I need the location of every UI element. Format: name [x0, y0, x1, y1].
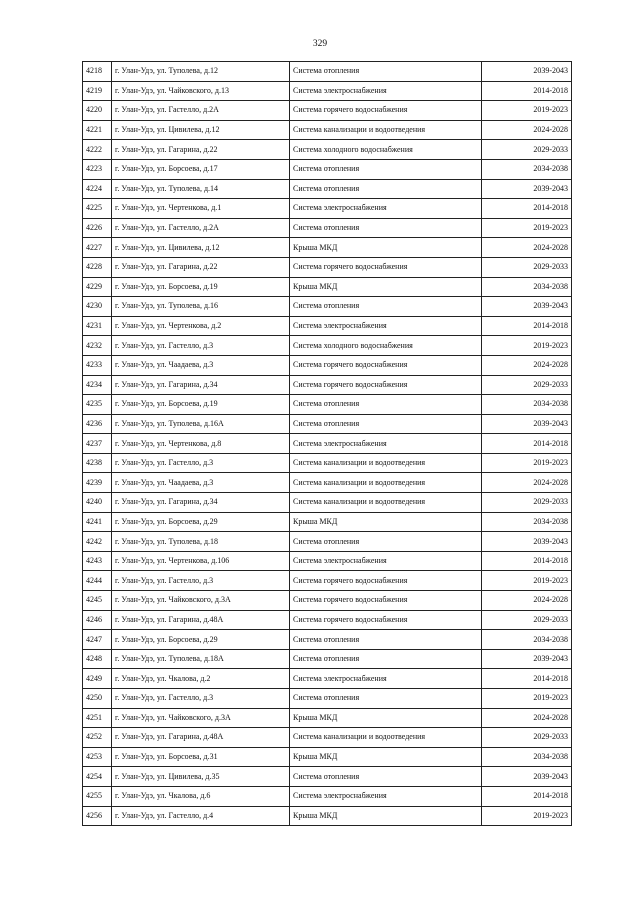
row-number-cell: 4251 — [83, 708, 112, 728]
address-cell: г. Улан-Удэ, ул. Борсоева, д.31 — [112, 747, 290, 767]
work-type-cell: Система горячего водоснабжения — [290, 591, 482, 611]
table-row — [83, 62, 572, 82]
period-cell: 2019-2023 — [482, 101, 572, 121]
table-row — [83, 708, 572, 728]
row-number-cell: 4242 — [83, 532, 112, 552]
period-cell: 2029-2033 — [482, 375, 572, 395]
work-type-cell: Система отопления — [290, 218, 482, 238]
address-cell: г. Улан-Удэ, ул. Туполева, д.18 — [112, 532, 290, 552]
work-type-cell: Система электроснабжения — [290, 316, 482, 336]
address-cell: г. Улан-Удэ, ул. Гагарина, д.22 — [112, 140, 290, 160]
table-row — [83, 120, 572, 140]
address-cell: г. Улан-Удэ, ул. Чайковского, д.3А — [112, 708, 290, 728]
period-cell: 2029-2033 — [482, 493, 572, 513]
period-cell: 2014-2018 — [482, 81, 572, 101]
work-type-cell: Система канализации и водоотведения — [290, 120, 482, 140]
work-type-cell: Система отопления — [290, 414, 482, 434]
row-number-cell: 4235 — [83, 395, 112, 415]
table-row — [83, 551, 572, 571]
table-row — [83, 591, 572, 611]
table-row — [83, 81, 572, 101]
table-row — [83, 159, 572, 179]
work-type-cell: Система электроснабжения — [290, 434, 482, 454]
work-type-cell: Система отопления — [290, 649, 482, 669]
period-cell: 2024-2028 — [482, 120, 572, 140]
period-cell: 2034-2038 — [482, 159, 572, 179]
page-number: 329 — [312, 39, 328, 49]
address-cell: г. Улан-Удэ, ул. Гастелло, д.3 — [112, 453, 290, 473]
row-number-cell: 4239 — [83, 473, 112, 493]
address-cell: г. Улан-Удэ, ул. Чертенкова, д.106 — [112, 551, 290, 571]
table-row — [83, 199, 572, 219]
period-cell: 2039-2043 — [482, 297, 572, 317]
address-cell: г. Улан-Удэ, ул. Чайковского, д.3А — [112, 591, 290, 611]
table-row — [83, 806, 572, 826]
work-type-cell: Система электроснабжения — [290, 669, 482, 689]
period-cell: 2014-2018 — [482, 199, 572, 219]
address-cell: г. Улан-Удэ, ул. Гагарина, д.22 — [112, 257, 290, 277]
registry-table — [82, 61, 572, 826]
period-cell: 2039-2043 — [482, 414, 572, 434]
table-row — [83, 786, 572, 806]
period-cell: 2029-2033 — [482, 728, 572, 748]
period-cell: 2034-2038 — [482, 512, 572, 532]
row-number-cell: 4240 — [83, 493, 112, 513]
work-type-cell: Крыша МКД — [290, 806, 482, 826]
row-number-cell: 4229 — [83, 277, 112, 297]
table-row — [83, 649, 572, 669]
row-number-cell: 4252 — [83, 728, 112, 748]
row-number-cell: 4220 — [83, 101, 112, 121]
address-cell: г. Улан-Удэ, ул. Гагарина, д.34 — [112, 375, 290, 395]
work-type-cell: Крыша МКД — [290, 512, 482, 532]
table-row — [83, 375, 572, 395]
period-cell: 2024-2028 — [482, 238, 572, 258]
row-number-cell: 4246 — [83, 610, 112, 630]
address-cell: г. Улан-Удэ, ул. Гастелло, д.3 — [112, 689, 290, 709]
row-number-cell: 4225 — [83, 199, 112, 219]
row-number-cell: 4231 — [83, 316, 112, 336]
row-number-cell: 4222 — [83, 140, 112, 160]
address-cell: г. Улан-Удэ, ул. Гагарина, д.34 — [112, 493, 290, 513]
period-cell: 2014-2018 — [482, 786, 572, 806]
work-type-cell: Система холодного водоснабжения — [290, 336, 482, 356]
period-cell: 2014-2018 — [482, 669, 572, 689]
period-cell: 2029-2033 — [482, 140, 572, 160]
table-row — [83, 179, 572, 199]
table-row — [83, 532, 572, 552]
work-type-cell: Система отопления — [290, 179, 482, 199]
table-row — [83, 297, 572, 317]
table-row — [83, 728, 572, 748]
period-cell: 2034-2038 — [482, 395, 572, 415]
period-cell: 2019-2023 — [482, 806, 572, 826]
period-cell: 2019-2023 — [482, 571, 572, 591]
row-number-cell: 4219 — [83, 81, 112, 101]
row-number-cell: 4237 — [83, 434, 112, 454]
work-type-cell: Система горячего водоснабжения — [290, 375, 482, 395]
work-type-cell: Система электроснабжения — [290, 551, 482, 571]
work-type-cell: Крыша МКД — [290, 708, 482, 728]
period-cell: 2019-2023 — [482, 453, 572, 473]
address-cell: г. Улан-Удэ, ул. Туполева, д.14 — [112, 179, 290, 199]
table-row — [83, 610, 572, 630]
work-type-cell: Система горячего водоснабжения — [290, 101, 482, 121]
address-cell: г. Улан-Удэ, ул. Гастелло, д.4 — [112, 806, 290, 826]
period-cell: 2039-2043 — [482, 179, 572, 199]
work-type-cell: Система отопления — [290, 395, 482, 415]
address-cell: г. Улан-Удэ, ул. Гастелло, д.2А — [112, 101, 290, 121]
address-cell: г. Улан-Удэ, ул. Чаадаева, д.3 — [112, 473, 290, 493]
address-cell: г. Улан-Удэ, ул. Чаадаева, д.3 — [112, 355, 290, 375]
row-number-cell: 4224 — [83, 179, 112, 199]
row-number-cell: 4230 — [83, 297, 112, 317]
address-cell: г. Улан-Удэ, ул. Чертенкова, д.1 — [112, 199, 290, 219]
table-row — [83, 453, 572, 473]
row-number-cell: 4228 — [83, 257, 112, 277]
address-cell: г. Улан-Удэ, ул. Цивилева, д.12 — [112, 120, 290, 140]
period-cell: 2024-2028 — [482, 355, 572, 375]
work-type-cell: Система отопления — [290, 532, 482, 552]
work-type-cell: Система канализации и водоотведения — [290, 453, 482, 473]
row-number-cell: 4234 — [83, 375, 112, 395]
period-cell: 2014-2018 — [482, 316, 572, 336]
row-number-cell: 4249 — [83, 669, 112, 689]
work-type-cell: Система канализации и водоотведения — [290, 493, 482, 513]
work-type-cell: Система холодного водоснабжения — [290, 140, 482, 160]
period-cell: 2039-2043 — [482, 532, 572, 552]
table-row — [83, 218, 572, 238]
table-row — [83, 257, 572, 277]
address-cell: г. Улан-Удэ, ул. Гагарина, д.48А — [112, 610, 290, 630]
row-number-cell: 4233 — [83, 355, 112, 375]
work-type-cell: Система электроснабжения — [290, 786, 482, 806]
period-cell: 2034-2038 — [482, 277, 572, 297]
row-number-cell: 4236 — [83, 414, 112, 434]
work-type-cell: Система отопления — [290, 62, 482, 82]
table-row — [83, 355, 572, 375]
period-cell: 2024-2028 — [482, 708, 572, 728]
work-type-cell: Система канализации и водоотведения — [290, 473, 482, 493]
address-cell: г. Улан-Удэ, ул. Туполева, д.12 — [112, 62, 290, 82]
period-cell: 2024-2028 — [482, 473, 572, 493]
period-cell: 2019-2023 — [482, 689, 572, 709]
row-number-cell: 4227 — [83, 238, 112, 258]
work-type-cell: Крыша МКД — [290, 238, 482, 258]
work-type-cell: Система электроснабжения — [290, 81, 482, 101]
address-cell: г. Улан-Удэ, ул. Цивилева, д.35 — [112, 767, 290, 787]
table-row — [83, 316, 572, 336]
period-cell: 2029-2033 — [482, 257, 572, 277]
row-number-cell: 4256 — [83, 806, 112, 826]
work-type-cell: Система горячего водоснабжения — [290, 571, 482, 591]
row-number-cell: 4243 — [83, 551, 112, 571]
table-row — [83, 101, 572, 121]
address-cell: г. Улан-Удэ, ул. Борсоева, д.29 — [112, 630, 290, 650]
row-number-cell: 4247 — [83, 630, 112, 650]
address-cell: г. Улан-Удэ, ул. Цивилева, д.12 — [112, 238, 290, 258]
table-row — [83, 336, 572, 356]
work-type-cell: Система отопления — [290, 297, 482, 317]
table-row — [83, 140, 572, 160]
address-cell: г. Улан-Удэ, ул. Борсоева, д.19 — [112, 395, 290, 415]
table-row — [83, 414, 572, 434]
row-number-cell: 4253 — [83, 747, 112, 767]
table-row — [83, 434, 572, 454]
row-number-cell: 4238 — [83, 453, 112, 473]
table-row — [83, 277, 572, 297]
work-type-cell: Система горячего водоснабжения — [290, 257, 482, 277]
table-row — [83, 512, 572, 532]
period-cell: 2024-2028 — [482, 591, 572, 611]
work-type-cell: Система горячего водоснабжения — [290, 355, 482, 375]
row-number-cell: 4241 — [83, 512, 112, 532]
work-type-cell: Крыша МКД — [290, 277, 482, 297]
period-cell: 2014-2018 — [482, 551, 572, 571]
address-cell: г. Улан-Удэ, ул. Чкалова, д.2 — [112, 669, 290, 689]
period-cell: 2039-2043 — [482, 767, 572, 787]
address-cell: г. Улан-Удэ, ул. Туполева, д.16А — [112, 414, 290, 434]
period-cell: 2039-2043 — [482, 62, 572, 82]
registry-table-body — [83, 62, 572, 826]
period-cell: 2039-2043 — [482, 649, 572, 669]
row-number-cell: 4248 — [83, 649, 112, 669]
work-type-cell: Система электроснабжения — [290, 199, 482, 219]
table-row — [83, 395, 572, 415]
row-number-cell: 4226 — [83, 218, 112, 238]
address-cell: г. Улан-Удэ, ул. Чертенкова, д.2 — [112, 316, 290, 336]
period-cell: 2034-2038 — [482, 747, 572, 767]
address-cell: г. Улан-Удэ, ул. Гастелло, д.3 — [112, 336, 290, 356]
table-row — [83, 630, 572, 650]
address-cell: г. Улан-Удэ, ул. Борсоева, д.19 — [112, 277, 290, 297]
table-row — [83, 493, 572, 513]
period-cell: 2014-2018 — [482, 434, 572, 454]
table-row — [83, 571, 572, 591]
address-cell: г. Улан-Удэ, ул. Чайковского, д.13 — [112, 81, 290, 101]
address-cell: г. Улан-Удэ, ул. Борсоева, д.17 — [112, 159, 290, 179]
table-row — [83, 747, 572, 767]
table-row — [83, 238, 572, 258]
address-cell: г. Улан-Удэ, ул. Чертенкова, д.8 — [112, 434, 290, 454]
work-type-cell: Система отопления — [290, 689, 482, 709]
work-type-cell: Система горячего водоснабжения — [290, 610, 482, 630]
table-row — [83, 669, 572, 689]
table-row — [83, 473, 572, 493]
period-cell: 2034-2038 — [482, 630, 572, 650]
table-row — [83, 689, 572, 709]
work-type-cell: Крыша МКД — [290, 747, 482, 767]
work-type-cell: Система отопления — [290, 159, 482, 179]
row-number-cell: 4218 — [83, 62, 112, 82]
period-cell: 2019-2023 — [482, 218, 572, 238]
row-number-cell: 4223 — [83, 159, 112, 179]
address-cell: г. Улан-Удэ, ул. Гастелло, д.2А — [112, 218, 290, 238]
address-cell: г. Улан-Удэ, ул. Гагарина, д.48А — [112, 728, 290, 748]
work-type-cell: Система канализации и водоотведения — [290, 728, 482, 748]
address-cell: г. Улан-Удэ, ул. Борсоева, д.29 — [112, 512, 290, 532]
work-type-cell: Система отопления — [290, 630, 482, 650]
table-row — [83, 767, 572, 787]
row-number-cell: 4254 — [83, 767, 112, 787]
row-number-cell: 4221 — [83, 120, 112, 140]
period-cell: 2029-2033 — [482, 610, 572, 630]
work-type-cell: Система отопления — [290, 767, 482, 787]
row-number-cell: 4250 — [83, 689, 112, 709]
row-number-cell: 4245 — [83, 591, 112, 611]
address-cell: г. Улан-Удэ, ул. Туполева, д.18А — [112, 649, 290, 669]
address-cell: г. Улан-Удэ, ул. Туполева, д.16 — [112, 297, 290, 317]
address-cell: г. Улан-Удэ, ул. Чкалова, д.6 — [112, 786, 290, 806]
row-number-cell: 4244 — [83, 571, 112, 591]
row-number-cell: 4232 — [83, 336, 112, 356]
period-cell: 2019-2023 — [482, 336, 572, 356]
row-number-cell: 4255 — [83, 786, 112, 806]
address-cell: г. Улан-Удэ, ул. Гастелло, д.3 — [112, 571, 290, 591]
